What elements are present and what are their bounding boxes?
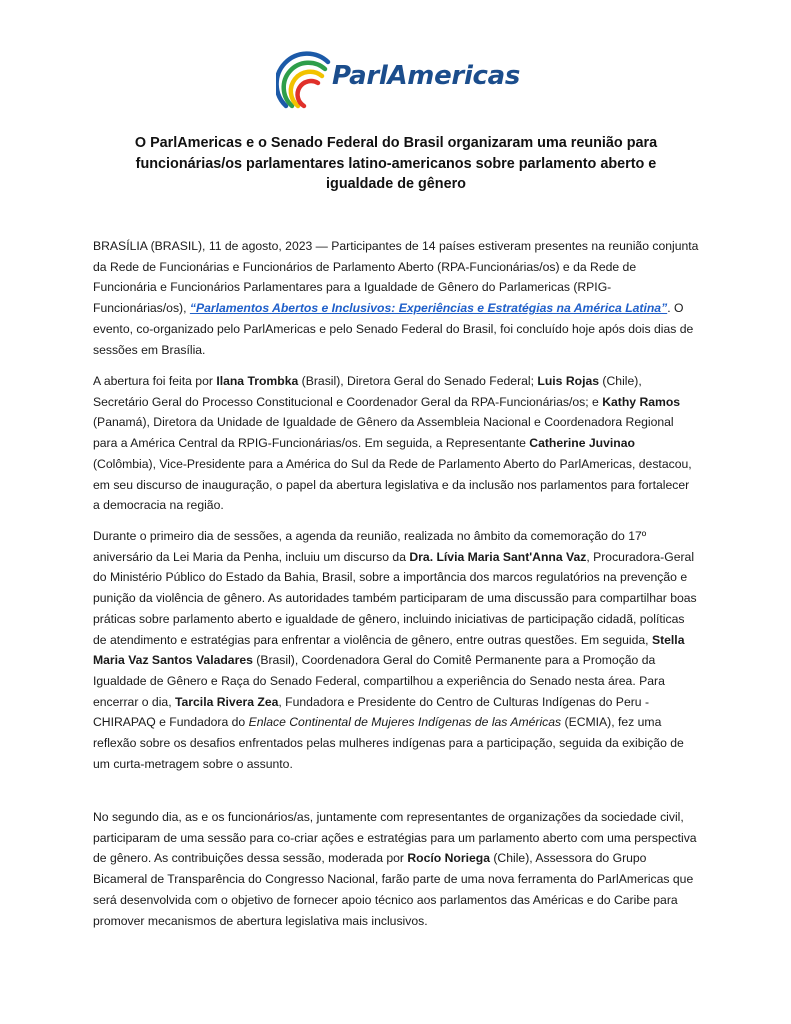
rainbow-arcs-icon (276, 50, 336, 114)
person-name: Tarcila Rivera Zea (174, 694, 279, 709)
paragraph-opening (93, 371, 699, 516)
paragraph-text: No segundo dia, as e os funcionários/as, juntamente com representantes de organizações da sociedade civil, participaram de uma sessão para co-criar ações e estratégias para um parlamento aberto com uma perspectiva de gênero. As contribuições dessa sessão, moderada por (93, 810, 697, 866)
paragraph-text: (Brasil), Diretora Geral do Senado Federal; (298, 374, 538, 388)
person-name: Kathy Ramos (602, 394, 681, 409)
paragraph-text: (ECMIA), fez uma reflexão sobre os desafios enfrentados pelas mulheres indígenas para a participação, seguida da exibição de um curta-metragem sobre o assunto. (93, 715, 684, 771)
paragraph-text: , Fundadora e Presidente do Centro de Culturas Indígenas do Peru - CHIRAPAQ e Fundadora do (93, 694, 650, 730)
person-name: Rocío Noriega (407, 851, 490, 866)
event-link[interactable]: “Parlamentos Abertos e Inclusivos: Experiências e Estratégias na América Latina” (189, 301, 668, 316)
paragraph-text: BRASÍLIA (BRASIL), 11 de agosto, 2023 — Participantes de 14 países estiveram presentes na reunião conjunta da Rede de Funcionárias e Funcionários de Parlamento Aberto (RPA-Funcionárias/os) e da Rede de Funcionária e Funcionários Parlamentares para a Igualdade de Gênero do Parlamericas (RPIG-Funcionárias/os), (93, 239, 699, 316)
paragraph-text: . O evento, co-organizado pelo ParlAmericas e pelo Senado Federal do Brasil, foi concluído hoje após dois dias de sessões em Brasília. (93, 301, 694, 357)
paragraph-text: , Procuradora-Geral do Ministério Público do Estado da Bahia, Brasil, sobre a importância dos marcos regulatórios na prevenção e punição da violência de gênero. As autoridades também participaram de uma discussão para compartilhar boas práticas sobre parlamento aberto e igualdade de gênero, incluindo iniciativas de participação cidadã, políticas de atendimento e estratégias para enfrentar a violência de gênero, entre outras questões. Em seguida, (93, 549, 697, 647)
person-name: Stella Maria Vaz Santos Valadares (93, 632, 685, 668)
paragraph-first-day (93, 526, 699, 774)
paragraph-text: (Brasil), Coordenadora Geral do Comitê Permanente para a Promoção da Igualdade de Gênero e Raça do Senado Federal, compartilhou a experiência do Senado nesta área. Para encerrar o dia, (93, 653, 665, 709)
press-release-title: O ParlAmericas e o Senado Federal do Brasil organizaram uma reunião para funcionárias/os parlamentares latino-americanos sobre parlamento aberto e igualdade de gênero (134, 135, 658, 193)
paragraph-text: (Chile), Assessora do Grupo Bicameral de Transparência do Congresso Nacional, farão parte de uma nova ferramenta do ParlAmericas que será desenvolvida com o objetivo de fornecer apoio técnico aos parlamentos das Américas e do Caribe para promover mecanismos de abertura legislativa mais inclusivos. (93, 851, 694, 928)
paragraph-text: (Colômbia), Vice-Presidente para a América do Sul da Rede de Parlamento Aberto do ParlAmericas, destacou, em seu discurso de inauguração, o papel da abertura legislativa e da inclusão nos parlamentos para fortalecer a democracia na região. (93, 456, 692, 513)
paragraph-text: A abertura foi feita por (93, 374, 217, 388)
paragraph-second-day (93, 807, 699, 931)
logo-wordmark: ParlAmericas (332, 61, 521, 91)
organization-name: Enlace Continental de Mujeres Indígenas de las Américas (248, 715, 562, 730)
paragraph-text: Durante o primeiro dia de sessões, a agenda da reunião, realizada no âmbito da comemoração do 17º aniversário da Lei Maria da Penha, incluiu um discurso da (93, 529, 647, 564)
paragraph-intro (93, 236, 699, 360)
person-name: Catherine Juvinao (529, 436, 635, 451)
paragraph-text: (Panamá), Diretora da Unidade de Igualdade de Gênero da Assembleia Nacional e Coordenadora Regional para a América Central da RPIG-Funcionárias/os. Em seguida, a Representante (93, 415, 674, 451)
paragraph-text: (Chile), Secretário Geral do Processo Constitucional e Coordenador Geral da RPA-Funcionárias/os; e (93, 374, 642, 409)
parlamericas-logo (276, 50, 526, 114)
person-name: Ilana Trombka (216, 374, 299, 388)
person-name: Luis Rojas (537, 374, 600, 388)
person-name: Dra. Lívia Maria Sant'Anna Vaz (409, 549, 587, 564)
